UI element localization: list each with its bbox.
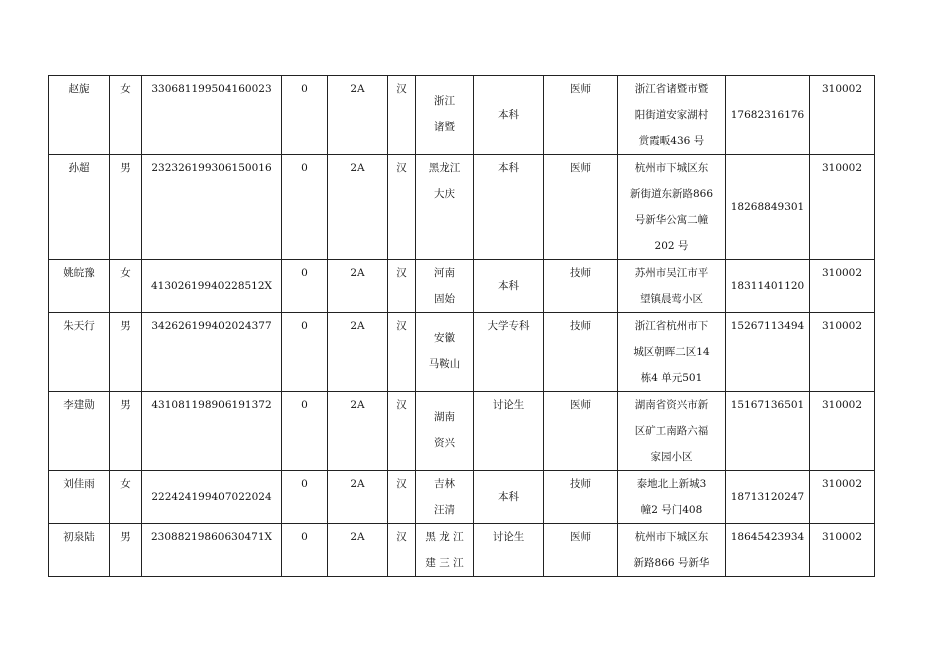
table-row — [49, 260, 875, 313]
education-cell: 讨论生 — [474, 524, 544, 577]
table-row — [49, 524, 875, 577]
name-cell: 赵旎 — [49, 76, 110, 155]
title-cell: 医师 — [544, 524, 618, 577]
code-b-cell: 2A — [328, 260, 388, 313]
phone-cell: 18645423934 — [726, 524, 810, 577]
gender-cell: 男 — [110, 313, 142, 392]
code-b-cell: 2A — [328, 524, 388, 577]
postcode-cell: 310002 — [810, 260, 875, 313]
address-cell — [618, 524, 726, 577]
table-row — [49, 471, 875, 524]
gender-cell: 女 — [110, 260, 142, 313]
code-a-cell: 0 — [282, 524, 328, 577]
id-number-cell: 41302619940228512X — [142, 260, 282, 313]
origin-line: 固始 — [434, 293, 455, 305]
name-cell: 孙超 — [49, 155, 110, 260]
origin-line: 吉林 — [434, 478, 455, 490]
gender-cell: 女 — [110, 471, 142, 524]
name-cell: 朱天行 — [49, 313, 110, 392]
origin-line: 资兴 — [434, 437, 455, 449]
origin-cell — [416, 392, 474, 471]
postcode-cell: 310002 — [810, 76, 875, 155]
address-line: 新街道东新路866 — [629, 188, 714, 200]
gender-cell: 男 — [110, 155, 142, 260]
code-b-cell: 2A — [328, 471, 388, 524]
ethnicity-cell: 汉 — [388, 524, 416, 577]
address-cell — [618, 471, 726, 524]
ethnicity-cell: 汉 — [388, 76, 416, 155]
id-number-cell: 232326199306150016 — [142, 155, 282, 260]
postcode-cell: 310002 — [810, 313, 875, 392]
id-number-cell: 23088219860630471X — [142, 524, 282, 577]
phone-cell: 17682316176 — [726, 76, 810, 155]
ethnicity-cell: 汉 — [388, 155, 416, 260]
title-cell: 医师 — [544, 155, 618, 260]
address-cell — [618, 260, 726, 313]
code-a-cell: 0 — [282, 260, 328, 313]
table-row — [49, 76, 875, 155]
phone-cell: 18268849301 — [726, 155, 810, 260]
address-cell — [618, 313, 726, 392]
address-line: 赏霞畈436 号 — [638, 135, 705, 147]
address-line: 幢2 号门408 — [640, 504, 703, 516]
education-cell: 本科 — [474, 76, 544, 155]
code-a-cell: 0 — [282, 76, 328, 155]
education-cell: 本科 — [474, 260, 544, 313]
address-line: 城区朝晖二区14 — [633, 346, 710, 358]
education-cell: 本科 — [474, 155, 544, 260]
education-cell: 本科 — [474, 471, 544, 524]
postcode-cell: 310002 — [810, 471, 875, 524]
address-line: 湖南省资兴市新 — [634, 399, 709, 411]
address-line: 泰地北上新城3 — [636, 478, 707, 490]
name-cell: 姚皖豫 — [49, 260, 110, 313]
address-line: 杭州市下城区东 — [634, 162, 709, 174]
origin-line: 汪清 — [434, 504, 455, 516]
origin-line: 马鞍山 — [428, 358, 461, 370]
address-cell — [618, 392, 726, 471]
code-b-cell: 2A — [328, 155, 388, 260]
id-number-cell: 342626199402024377 — [142, 313, 282, 392]
origin-line: 诸暨 — [434, 121, 455, 133]
address-line: 浙江省杭州市下 — [634, 320, 709, 332]
origin-cell — [416, 313, 474, 392]
gender-cell: 男 — [110, 392, 142, 471]
code-a-cell: 0 — [282, 471, 328, 524]
origin-cell — [416, 260, 474, 313]
address-cell — [618, 76, 726, 155]
table-row — [49, 313, 875, 392]
origin-line: 黑龙江 — [428, 162, 461, 174]
education-cell: 讨论生 — [474, 392, 544, 471]
title-cell: 技师 — [544, 471, 618, 524]
id-number-cell: 222424199407022024 — [142, 471, 282, 524]
code-a-cell: 0 — [282, 155, 328, 260]
code-a-cell: 0 — [282, 313, 328, 392]
name-cell: 初泉陆 — [49, 524, 110, 577]
code-b-cell: 2A — [328, 76, 388, 155]
origin-line: 大庆 — [434, 188, 455, 200]
phone-cell: 18311401120 — [726, 260, 810, 313]
phone-cell: 15167136501 — [726, 392, 810, 471]
origin-line: 湖南 — [434, 411, 455, 423]
address-line: 家园小区 — [650, 451, 693, 463]
code-a-cell: 0 — [282, 392, 328, 471]
origin-line: 建 三 江 — [425, 557, 464, 569]
title-cell: 医师 — [544, 76, 618, 155]
address-line: 望镇晨莺小区 — [640, 293, 703, 305]
address-line: 苏州市吴江市平 — [634, 267, 709, 279]
postcode-cell: 310002 — [810, 524, 875, 577]
ethnicity-cell: 汉 — [388, 392, 416, 471]
origin-cell — [416, 76, 474, 155]
origin-cell — [416, 524, 474, 577]
address-line: 号新华公寓二幢 — [634, 214, 709, 226]
address-line: 阳街道安家湖村 — [634, 109, 709, 121]
education-cell: 大学专科 — [474, 313, 544, 392]
address-line: 202 号 — [654, 240, 689, 252]
address-line: 区矿工南路六福 — [634, 425, 709, 437]
title-cell: 医师 — [544, 392, 618, 471]
origin-line: 浙江 — [434, 95, 455, 107]
origin-line: 河南 — [434, 267, 455, 279]
postcode-cell: 310002 — [810, 155, 875, 260]
origin-cell — [416, 155, 474, 260]
title-cell: 技师 — [544, 313, 618, 392]
name-cell: 李建勋 — [49, 392, 110, 471]
table-row — [49, 155, 875, 260]
personnel-table — [48, 75, 875, 577]
ethnicity-cell: 汉 — [388, 471, 416, 524]
address-line: 浙江省诸暨市暨 — [634, 83, 709, 95]
name-cell: 刘佳雨 — [49, 471, 110, 524]
address-line: 新路866 号新华 — [633, 557, 710, 569]
phone-cell: 15267113494 — [726, 313, 810, 392]
gender-cell: 女 — [110, 76, 142, 155]
postcode-cell: 310002 — [810, 392, 875, 471]
title-cell: 技师 — [544, 260, 618, 313]
code-b-cell: 2A — [328, 313, 388, 392]
origin-line: 安徽 — [434, 332, 455, 344]
phone-cell: 18713120247 — [726, 471, 810, 524]
table-row — [49, 392, 875, 471]
gender-cell: 男 — [110, 524, 142, 577]
address-line: 栋4 单元501 — [640, 372, 703, 384]
origin-cell — [416, 471, 474, 524]
id-number-cell: 330681199504160023 — [142, 76, 282, 155]
code-b-cell: 2A — [328, 392, 388, 471]
ethnicity-cell: 汉 — [388, 313, 416, 392]
origin-line: 黑 龙 江 — [425, 531, 464, 543]
ethnicity-cell: 汉 — [388, 260, 416, 313]
id-number-cell: 431081198906191372 — [142, 392, 282, 471]
address-line: 杭州市下城区东 — [634, 531, 709, 543]
address-cell — [618, 155, 726, 260]
